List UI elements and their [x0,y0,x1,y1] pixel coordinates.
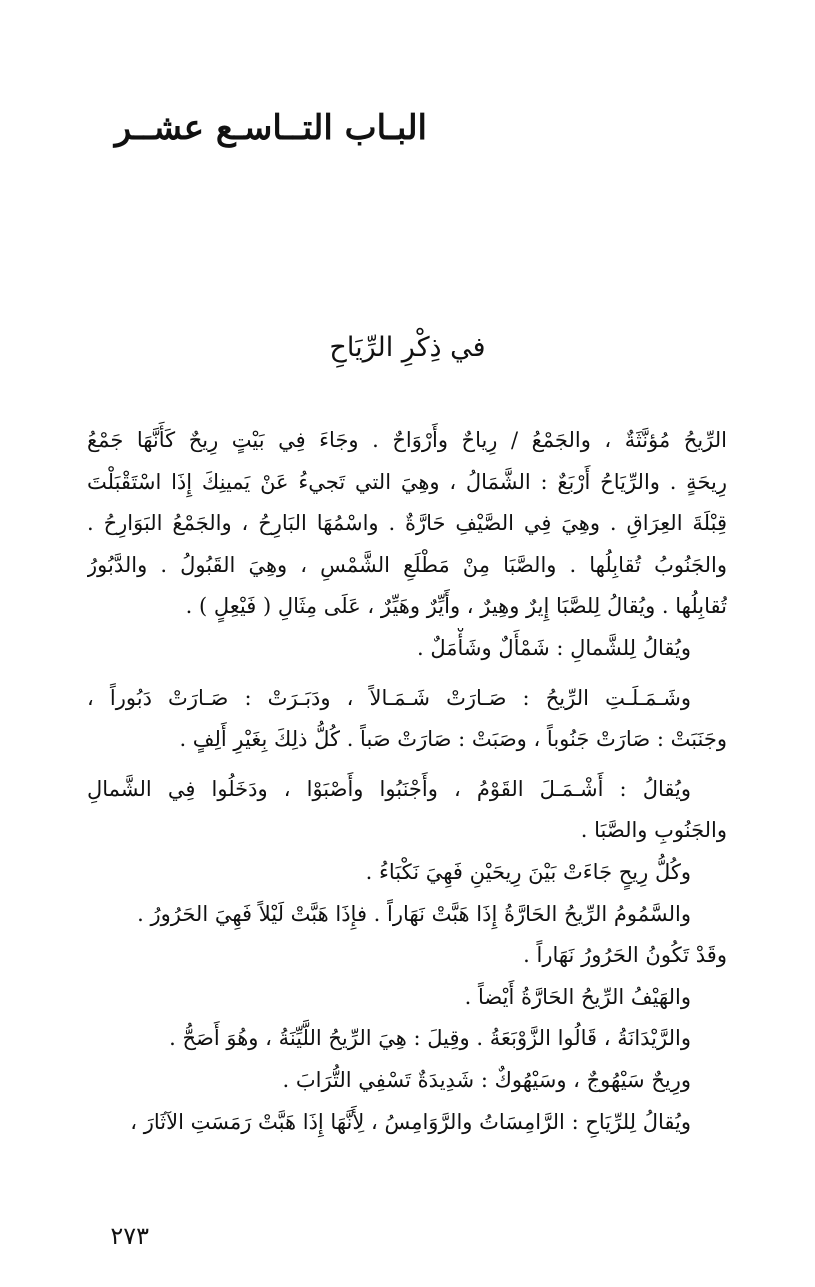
text-line: والرَّيْدَانَةُ ، قَالُوا الزَّوْبَعَةُ . وقِيلَ : هِيَ الرِّيحُ اللَّيِّنَةُ ، وهُوَ أَصَحُّ . [169,1026,691,1051]
text-line: تُقابِلُها . ويُقالُ لِلصَّبَا إِيرٌ وهِيرٌ ، وأَيِّرٌ وهَيِّرٌ ، عَلَى مِثَالِ ( فَيْعِلٍ ) . [185,594,727,619]
page-number: ٢٧٣ [110,1222,149,1250]
text-line: ويُقالُ لِلشَّمالِ : شَمْأَلٌ وشَأْمَلٌ . [417,635,691,660]
text-line: قِبْلَةَ العِرَاقِ . وهِيَ فِي الصَّيْفِ حَارَّةٌ . واسْمُهَا البَارِحُ ، والجَمْعُ البَوَارِحُ . [87,511,727,536]
text-line: ويُقالُ : أَشْـمَـلَ القَوْمُ ، وأَجْنَبُوا وأَصْبَوْا ، ودَخَلُوا فِي الشَّمالِ [87,776,691,801]
text-line: والجَنُوبُ تُقابِلُها . والصَّبَا مِنْ مَطْلَعِ الشَّمْسِ ، وهِيَ القَبُولُ . والدَّبُورُ [87,552,727,577]
text-line: الرِّيحُ مُؤنَّثَةٌ ، والجَمْعُ / رِياحٌ وأَرْوَاحٌ . وجَاءَ فِي بَيْتٍ رِيحٌ كَأَنَّهَا جَمْعُ [87,428,727,452]
text-line: والهَيْفُ الرِّيحُ الحَارَّةُ أَيْضاً . [464,984,691,1009]
body-text [87,420,727,1143]
text-line: والجَنُوبِ والصَّبَا . [580,818,727,843]
text-line: ويُقالُ لِلرِّيَاحِ : الرَّامِسَاتُ والرَّوَامِسُ ، لِأَنَّهَا إِذَا هَبَّتْ رَمَسَتِ الآثَارَ ، [130,1109,691,1134]
text-line: وجَنَبَتْ : صَارَتْ جَنُوباً ، وصَبَتْ : صَارَتْ صَباً . كُلُّ ذلِكَ بِغَيْرِ أَلِفٍ . [179,727,727,752]
text-line: وقَدْ تَكُونُ الحَرُورُ نَهَاراً . [523,943,727,968]
text-line: وكُلُّ رِيحٍ جَاءَتْ بَيْنَ رِيحَيْنِ فَهِيَ نَكْبَاءُ . [365,859,691,884]
text-line: رِيحَةٍ . والرِّيَاحُ أَرْبَعٌ : الشَّمَالُ ، وهِيَ التي تَجيءُ عَنْ يَمينِكَ إِذَا اسْتَقْبَلْتَ [87,469,727,494]
section-title: في ذِكْرِ الرِّيَاحِ [329,332,486,363]
text-line: وشَـمَـلَـتِ الرِّيحُ : صَـارَتْ شَـمَـالاً ، ودَبَـرَتْ : صَـارَتْ دَبُوراً ، [87,685,691,710]
chapter-title: البـاب التــاسـع عشــر [114,108,427,148]
text-line: ورِيحٌ سَيْهُوجٌ ، وسَيْهُوكٌ : شَدِيدَةٌ تَسْفِي التُّرَابَ . [282,1067,691,1092]
text-line: والسَّمُومُ الرِّيحُ الحَارَّةُ إِذَا هَبَّتْ نَهَاراً . فإِذَا هَبَّتْ لَيْلاً فَهِيَ الحَرُورُ . [137,901,691,926]
